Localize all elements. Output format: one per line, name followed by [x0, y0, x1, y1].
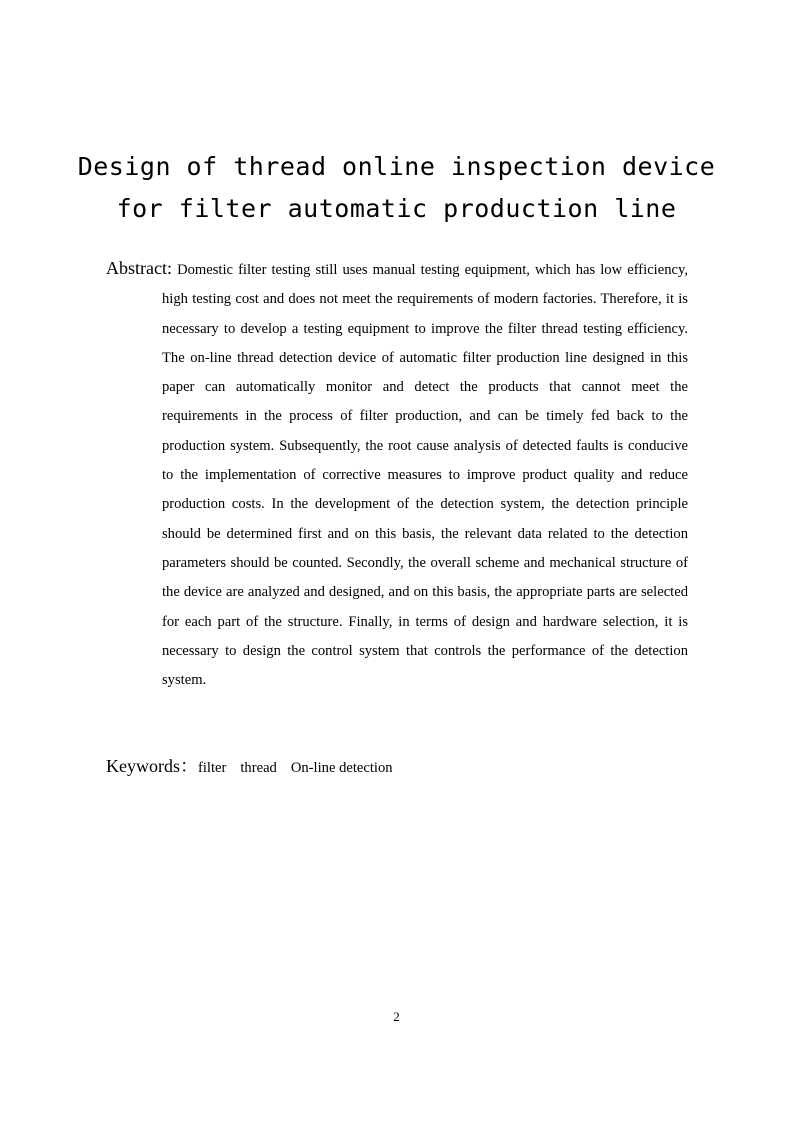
keywords-line	[106, 752, 407, 782]
keyword-item: thread	[240, 760, 277, 776]
abstract-paragraph	[106, 254, 688, 695]
paper-title-line-1: Design of thread online inspection device	[77, 152, 716, 181]
keyword-item: On-line detection	[290, 760, 393, 776]
paper-title-line-2: for filter automatic production line	[116, 194, 677, 223]
abstract-text: Domestic filter testing still uses manual testing equipment, which has low efficiency, high testing cost and does not meet the requirements of modern factories. Therefore, it is necessary to develop a testing equipment to improve the filter thread testing efficiency. The on-line thread detection device of automatic filter production line designed in this paper can automatically monitor and detect the products that cannot meet the requirements in the process of filter production, and can be timely fed back to the production system. Subsequently, the root cause analysis of detected faults is conducive to the implementation of corrective measures to improve product quality and reduce production costs. In the development of the detection system, the detection principle should be determined first and on this basis, the relevant data related to the detection parameters should be counted. Secondly, the overall scheme and mechanical structure of the device are analyzed and designed, and on this basis, the appropriate parts are selected for each part of the structure. Finally, in terms of design and hardware selection, it is necessary to design the control system that controls the performance of the detection system.	[162, 262, 688, 689]
keyword-item: filter	[198, 760, 227, 776]
keywords-label: Keywords：	[106, 756, 198, 776]
abstract-label: Abstract:	[106, 258, 172, 278]
page-number: 2	[393, 1009, 400, 1024]
